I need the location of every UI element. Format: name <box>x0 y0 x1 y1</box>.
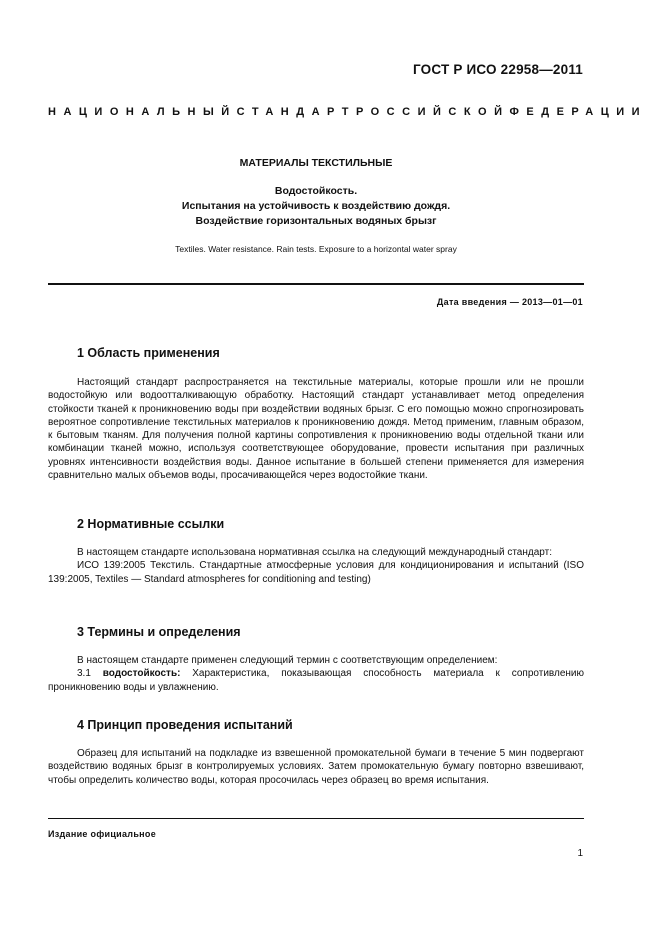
subtitle-line: Водостойкость. <box>274 185 358 197</box>
section-body <box>48 654 584 694</box>
subtitle-line: Испытания на устойчивость к воздействию дождя. <box>181 200 451 212</box>
page-number: 1 <box>577 848 583 859</box>
section-body <box>48 747 584 787</box>
banner-word: РОССИЙСКОЙ <box>355 106 510 118</box>
footer-divider <box>48 818 584 819</box>
paragraph: ИСО 139:2005 Текстиль. Стандартные атмосферные условия для кондиционирования и испытаний (ISO 139:2005, Textiles — Standard atmospheres for conditioning and testing) <box>48 560 584 585</box>
term-definition <box>48 667 584 694</box>
section-body <box>48 376 584 482</box>
document-subtitle <box>48 184 584 229</box>
national-standard-banner <box>48 106 648 118</box>
paragraph: Образец для испытаний на подкладке из взвешенной промокательной бумаги в течение 5 мин подвергают воздействию водяных брызг в контролируемых условиях. Затем промокательную бумагу повторно взвешивают, чтобы определить количество воды, которая просочилась через образец во время испытания. <box>48 748 584 786</box>
section-heading: 1 Область применения <box>77 346 220 360</box>
english-title: Textiles. Water resistance. Rain tests. Exposure to a horizontal water spray <box>175 244 457 254</box>
standard-number: ГОСТ Р ИСО 22958—2011 <box>412 62 583 77</box>
official-edition-label: Издание официальное <box>48 829 157 839</box>
banner-word: ФЕДЕРАЦИИ <box>509 106 648 118</box>
introduction-date: Дата введения — 2013—01—01 <box>436 297 583 307</box>
section-heading: 4 Принцип проведения испытаний <box>77 718 293 732</box>
term-text: Характеристика, показывающая способность материала к сопротивлению проникновению воды и увлажнению. <box>48 668 584 693</box>
section-body <box>48 546 584 586</box>
paragraph: В настоящем стандарте применен следующий термин с соответствующим определением: <box>77 655 498 666</box>
header-divider <box>48 283 584 285</box>
term-name: водостойкость: <box>102 668 181 680</box>
document-title: МАТЕРИАЛЫ ТЕКСТИЛЬНЫЕ <box>239 157 393 169</box>
term-number: 3.1 <box>77 668 91 680</box>
paragraph: Настоящий стандарт распространяется на текстильные материалы, которые прошли или не прошли водостойкую или водоотталкивающую обработку. Настоящий стандарт устанавливает метод определения стойкости тканей к проникновению воды при воздействии водяных брызг. С его помощью можно спрогнозировать вероятное сопротивление текстильных материалов к проникновению дождя. Метод применим, главным образом, к бытовым тканям. Для получения полной картины сопротивления к проникновению воды отдельной ткани или комбинации тканей можно, используя соответствующее оборудование, провести испытания при различных уровнях интенсивности воздействия воды. Данное испытание в большей степени применяется для измерения сравнительно малых объемов воды, просачивающейся через водостойкие ткани. <box>48 377 584 482</box>
section-heading: 2 Нормативные ссылки <box>77 517 225 531</box>
banner-word: НАЦИОНАЛЬНЫЙ <box>48 106 237 118</box>
banner-word: СТАНДАРТ <box>236 106 356 118</box>
section-heading: 3 Термины и определения <box>77 625 241 639</box>
subtitle-line: Воздействие горизонтальных водяных брызг <box>195 215 437 227</box>
paragraph: В настоящем стандарте использована нормативная ссылка на следующий международный стандарт: <box>77 547 552 558</box>
